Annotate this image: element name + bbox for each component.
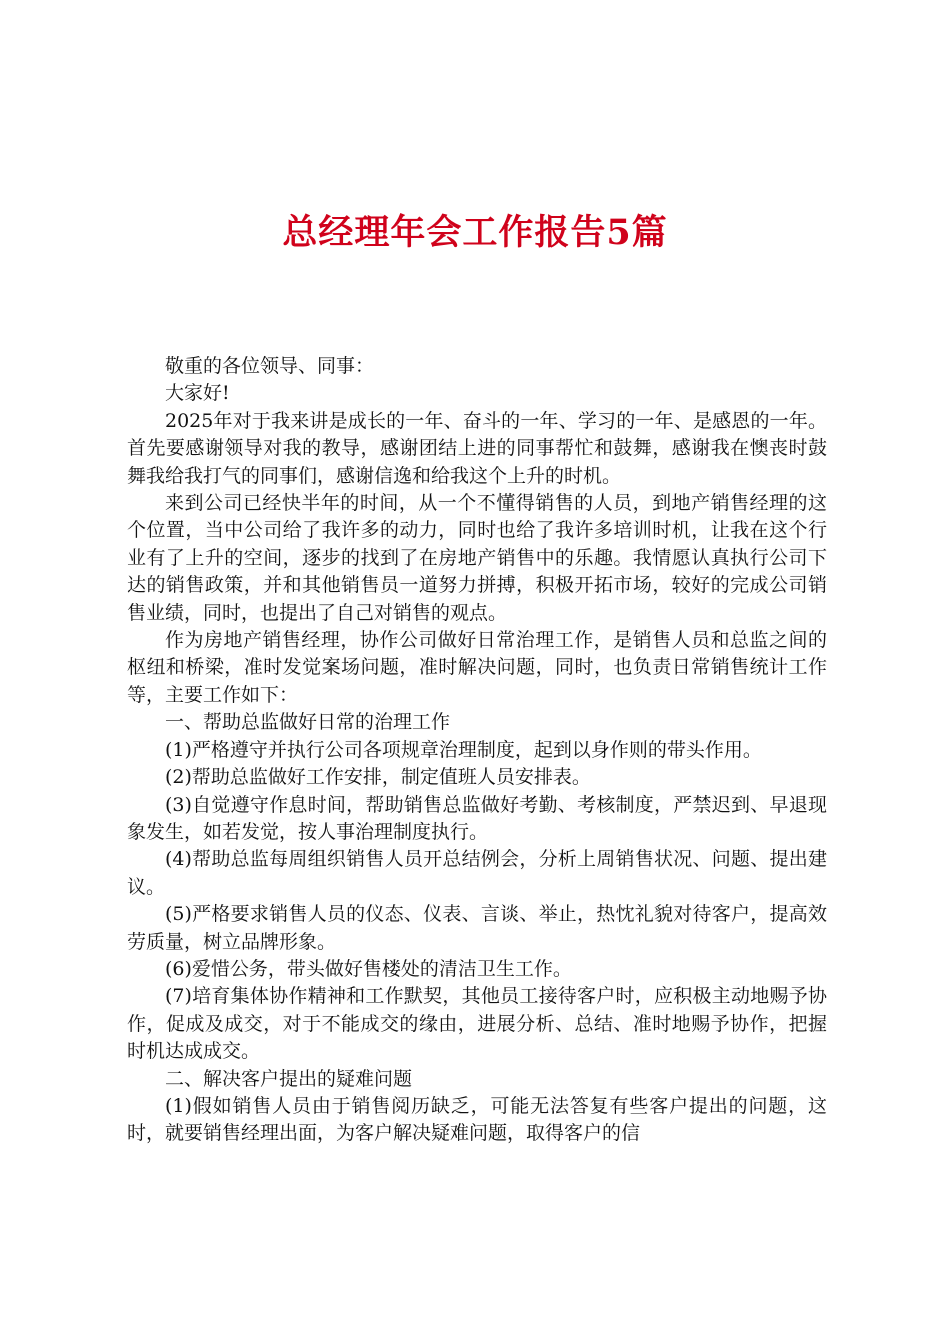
paragraph: 2025年对于我来讲是成长的一年、奋斗的一年、学习的一年、是感恩的一年。首先要感谢领导对我的教导，感谢团结上进的同事帮忙和鼓舞，感谢我在懊丧时鼓舞我给我打气的同事们，感谢信逸和给我这个上升的时机。 (127, 409, 827, 487)
list-item: (3)自觉遵守作息时间，帮助销售总监做好考勤、考核制度，严禁迟到、早退现象发生，如若发觉，按人事治理制度执行。 (127, 793, 827, 843)
paragraph: 来到公司已经快半年的时间，从一个不懂得销售的人员，到地产销售经理的这个位置，当中公司给了我许多的动力，同时也给了我许多培训时机，让我在这个行业有了上升的空间，逐步的找到了在房地产销售中的乐趣。我情愿认真执行公司下达的销售政策，并和其他销售员一道努力拼搏，积极开拓市场，较好的完成公司销售业绩，同时，也提出了自己对销售的观点。 (127, 492, 827, 624)
list-item: (1)严格遵守并执行公司各项规章治理制度，起到以身作则的带头作用。 (165, 738, 762, 761)
list-item: (6)爱惜公务，带头做好售楼处的清洁卫生工作。 (165, 957, 572, 980)
salutation: 敬重的各位领导、同事： (165, 355, 375, 377)
list-item: (4)帮助总监每周组织销售人员开总结例会，分析上周销售状况、问题、提出建议。 (127, 848, 827, 898)
list-item: (2)帮助总监做好工作安排，制定值班人员安排表。 (165, 766, 591, 789)
paragraph: 作为房地产销售经理，协作公司做好日常治理工作，是销售人员和总监之间的枢纽和桥梁，准时发觉案场问题，准时解决问题，同时，也负责日常销售统计工作等，主要工作如下： (127, 629, 827, 706)
document-body (127, 353, 827, 1148)
section-heading: 二、解决客户提出的疑难问题 (165, 1067, 413, 1090)
greeting: 大家好! (165, 382, 230, 405)
list-item: (7)培育集体协作精神和工作默契，其他员工接待客户时，应积极主动地赐予协作，促成及成交，对于不能成交的缘由，进展分析、总结、准时地赐予协作，把握时机达成成交。 (127, 985, 827, 1063)
list-item: (1)假如销售人员由于销售阅历缺乏，可能无法答复有些客户提出的问题，这时，就要销售经理出面，为客户解决疑难问题，取得客户的信 (127, 1094, 827, 1145)
section-heading: 一、帮助总监做好日常的治理工作 (165, 711, 451, 734)
document-title: 总经理年会工作报告5篇 (282, 212, 668, 253)
list-item: (5)严格要求销售人员的仪态、仪表、言谈、举止，热忱礼貌对待客户，提高效劳质量，树立品牌形象。 (127, 903, 827, 953)
